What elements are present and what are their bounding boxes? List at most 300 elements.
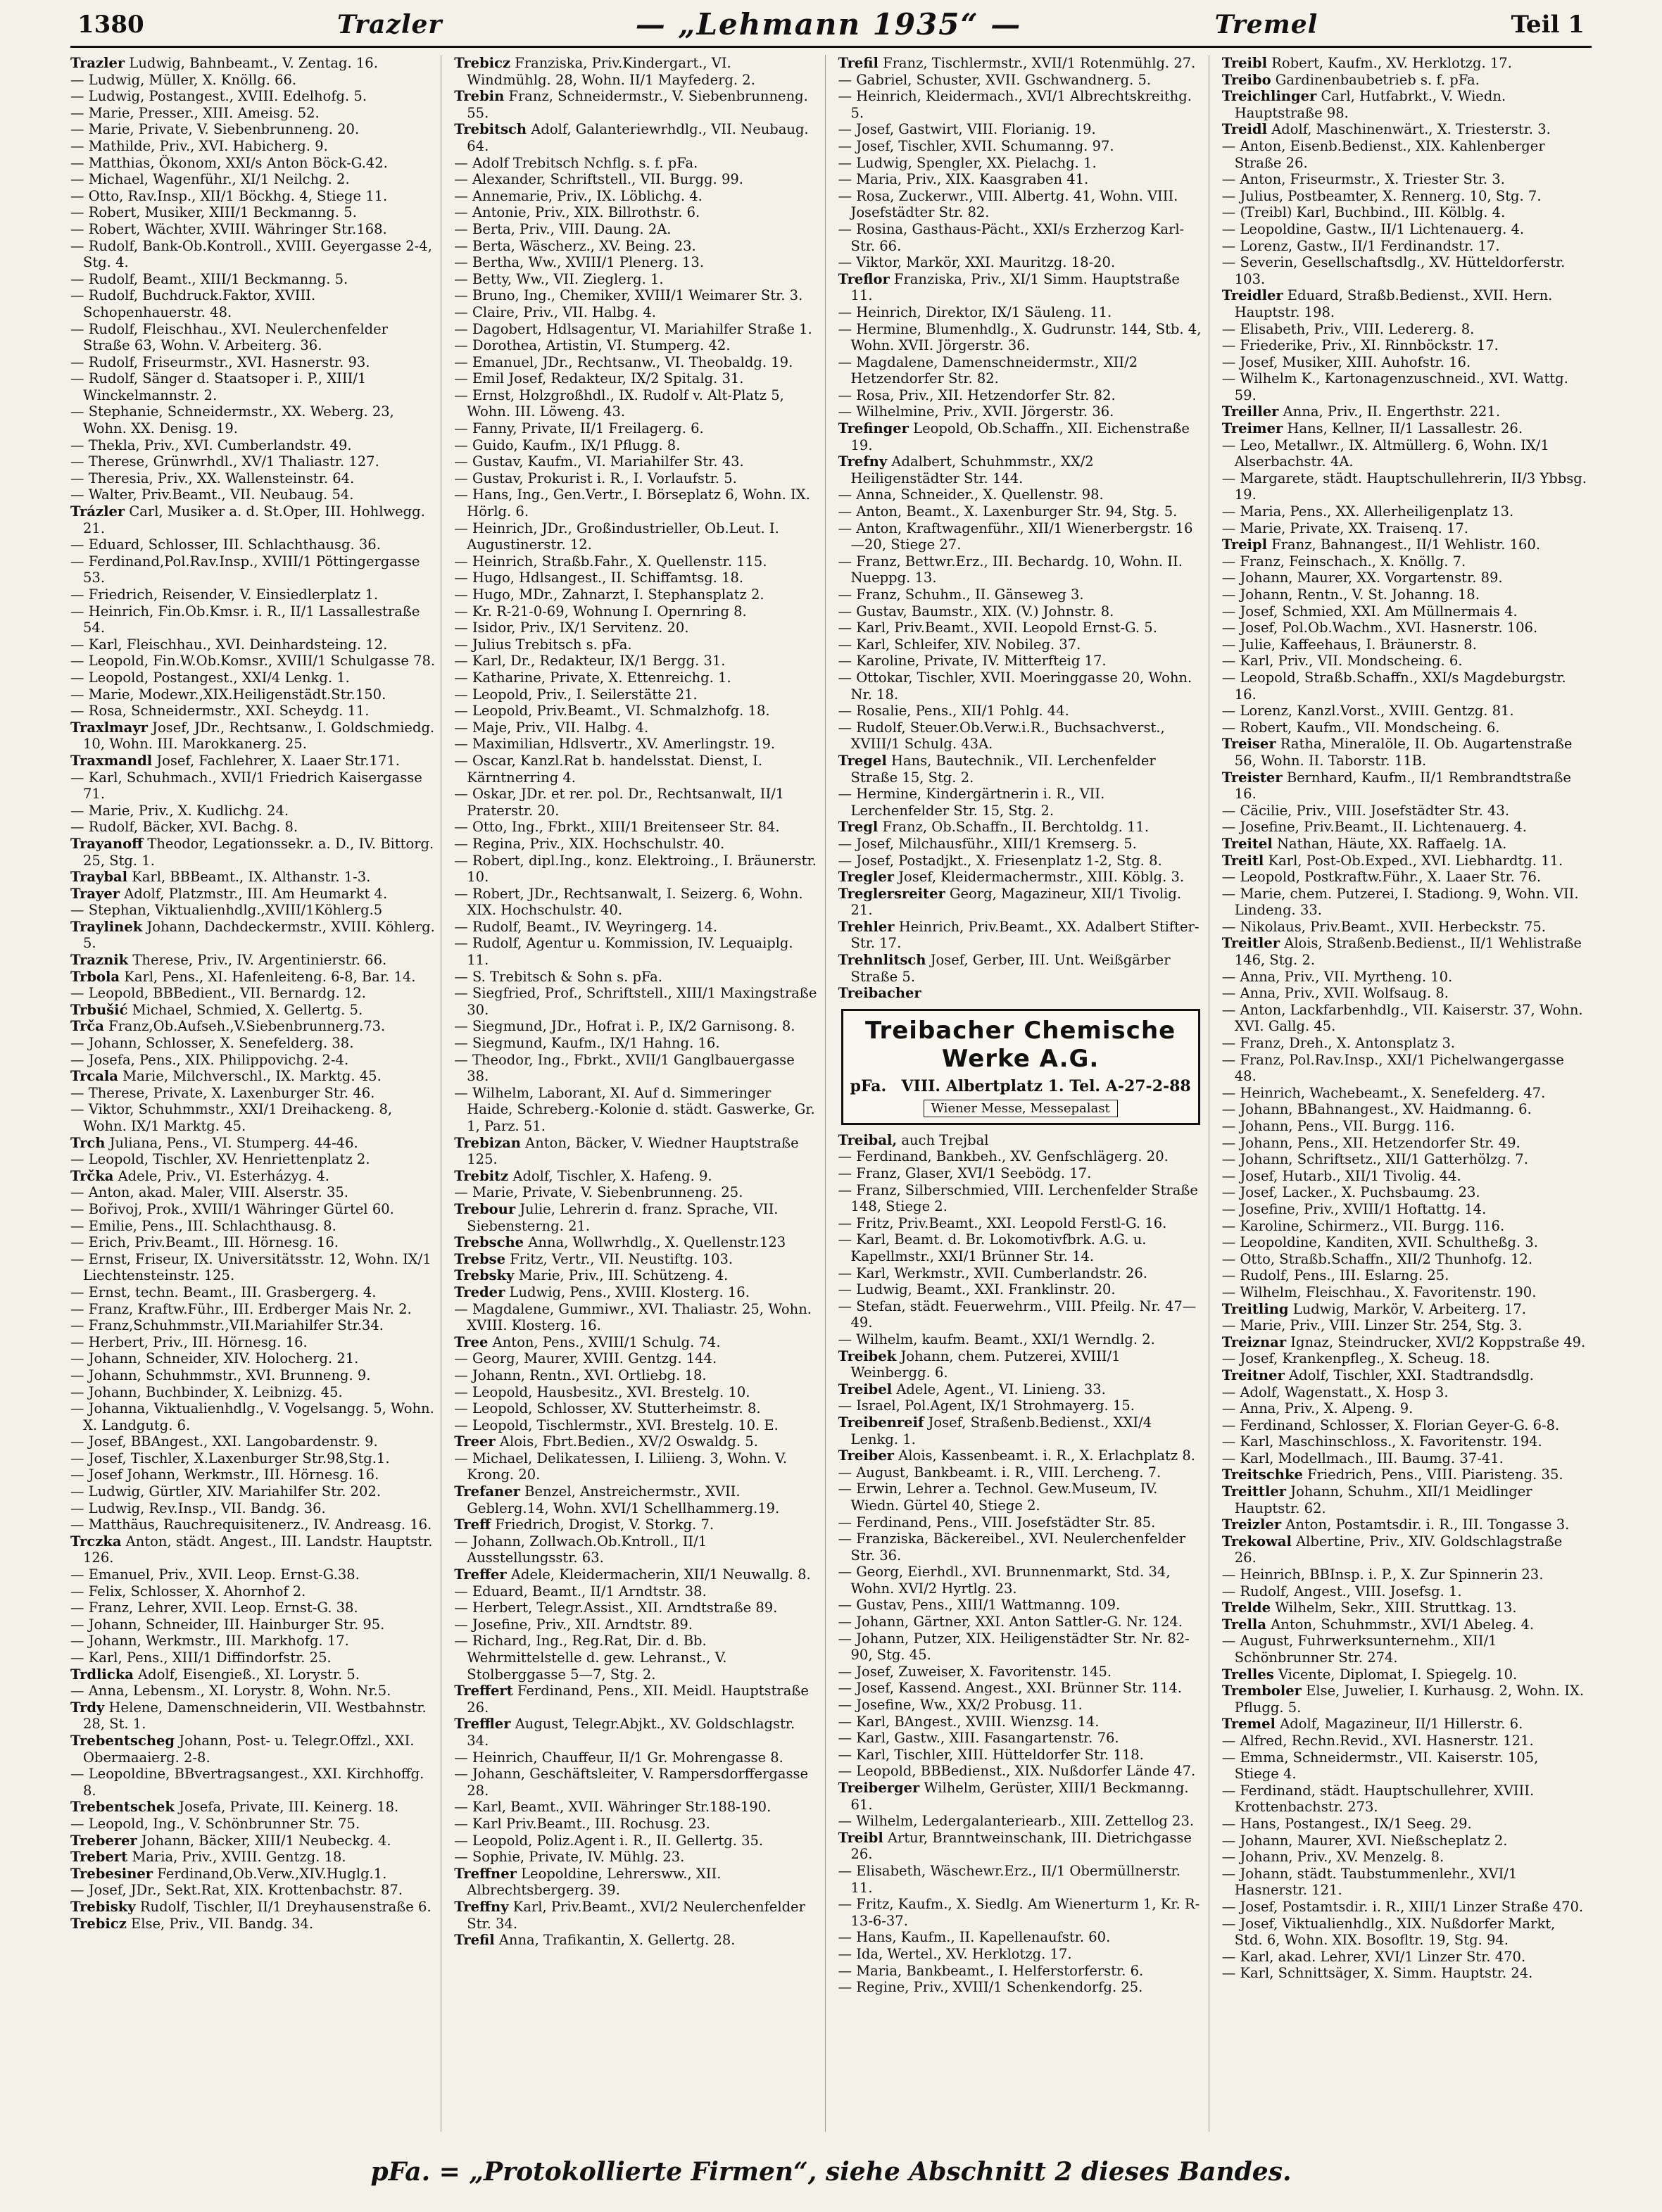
directory-entry xyxy=(1222,819,1587,836)
directory-entry xyxy=(70,1068,435,1085)
entry-details: — Rudolf, Sänger d. Staatsoper i. P., XIII/1 Winckelmannstr. 2. xyxy=(70,370,367,403)
directory-entry xyxy=(454,586,819,603)
directory-entry xyxy=(454,1184,819,1201)
entry-details: Julie, Lehrerin d. franz. Sprache, VII. Siebensterng. 21. xyxy=(467,1200,779,1234)
directory-entry xyxy=(838,919,1203,952)
directory-entry xyxy=(454,155,819,172)
entry-details: — Marie, Private, V. Siebenbrunneng. 25. xyxy=(454,1184,743,1201)
entry-details: — Franz, Bettwr.Erz., III. Bechardg. 10, Wohn. II. Nueppg. 13. xyxy=(838,553,1183,586)
entry-details: Hans, Bautechnik., VII. Lerchenfelder Straße 15, Stg. 2. xyxy=(850,752,1156,786)
directory-entry xyxy=(1222,636,1587,653)
directory-entry xyxy=(70,1085,435,1102)
entry-details: — Gustav, Prokurist i. R., I. Vorlaufstr. 5. xyxy=(454,470,737,486)
directory-entry xyxy=(70,1350,435,1367)
directory-entry xyxy=(838,1747,1203,1764)
entry-details: Adele, Priv., VI. Esterházyg. 4. xyxy=(118,1167,329,1184)
directory-entry xyxy=(454,1350,819,1367)
entry-details: — Rosina, Gasthaus-Pächt., XXI/s Erzherzog Karl-Str. 66. xyxy=(838,220,1185,254)
entry-details: Josefa, Private, III. Keinerg. 18. xyxy=(179,1799,399,1816)
entry-details: — Josefine, Priv., XVIII/1 Hoftattg. 14. xyxy=(1221,1200,1487,1217)
directory-entry xyxy=(1222,1849,1587,1866)
directory-entry xyxy=(838,620,1203,636)
directory-entry xyxy=(70,1649,435,1666)
directory-entry xyxy=(838,586,1203,603)
directory-entry xyxy=(838,1381,1203,1398)
directory-entry xyxy=(838,1614,1203,1630)
directory-entry xyxy=(454,321,819,338)
directory-entry xyxy=(70,221,435,238)
entry-details: — Magdalene, Damenschneidermstr., XII/2 Hetzendorfer Str. 82. xyxy=(838,353,1138,387)
directory-entry xyxy=(70,1816,435,1833)
directory-entry xyxy=(838,1813,1203,1830)
entry-details: — Maje, Priv., VII. Halbg. 4. xyxy=(454,719,649,736)
entry-details: — Leopold, Postkraftw.Führ., X. Laaer Str. 76. xyxy=(1221,869,1542,886)
directory-entry xyxy=(1222,1035,1587,1052)
entry-details: — Antonie, Priv., XIX. Billrothstr. 6. xyxy=(454,204,700,221)
directory-entry xyxy=(70,1466,435,1483)
entry-details: auch Trejbal xyxy=(901,1131,989,1148)
page-number: 1380 xyxy=(77,10,144,39)
entry-details: Anton, Schuhmmstr., XVI/1 Abeleg. 4. xyxy=(1271,1616,1535,1633)
directory-entry xyxy=(454,1816,819,1833)
directory-entry xyxy=(1222,1683,1587,1716)
entry-surname: Treibenreif xyxy=(838,1414,924,1431)
entry-details: — Otto, Rav.Insp., XII/1 Böckhg. 4, Stiege 11. xyxy=(70,187,388,204)
directory-entry xyxy=(454,238,819,255)
directory-entry xyxy=(1222,1566,1587,1583)
entry-surname: Treidl xyxy=(1221,121,1267,138)
directory-entry xyxy=(454,1633,819,1683)
directory-entry xyxy=(70,437,435,454)
entry-details: — Leopold, Tischlermstr., XVI. Brestelg. 10. E. xyxy=(454,1416,779,1433)
directory-entry xyxy=(454,486,819,520)
directory-entry xyxy=(1222,1516,1587,1533)
entry-details: — Johann, Schneider, III. Hainburger Str. 95. xyxy=(70,1616,385,1633)
directory-entry xyxy=(454,1899,819,1932)
entry-details: — Maria, Pens., XX. Allerheiligenplatz 13. xyxy=(1221,503,1514,520)
directory-entry xyxy=(1222,670,1587,703)
directory-entry xyxy=(838,1165,1203,1182)
entry-details: — Josef, BBAngest., XXI. Langobardenstr. 9. xyxy=(70,1433,378,1450)
directory-entry xyxy=(1222,1965,1587,1982)
entry-details: — Julius, Postbeamter, X. Rennerg. 10, Stg. 7. xyxy=(1221,187,1542,204)
entry-details: Adolf, Tischler, X. Hafeng. 9. xyxy=(512,1167,712,1184)
directory-entry xyxy=(1222,1433,1587,1450)
directory-entry xyxy=(838,1597,1203,1614)
entry-details: Josef, Straßenb.Bedienst., XXI/4 Lenkg. 1. xyxy=(850,1414,1152,1447)
directory-entry xyxy=(70,670,435,686)
advertisement-box xyxy=(841,1009,1200,1125)
entry-surname: Treichlinger xyxy=(1221,88,1317,105)
entry-details: — Robert, dipl.Ing., konz. Elektroing., I. Bräunerstr. 10. xyxy=(454,852,817,886)
entry-details: — Herbert, Priv., III. Hörnesg. 16. xyxy=(70,1333,308,1350)
entry-details: Marie, Priv., III. Schützeng. 4. xyxy=(518,1267,729,1284)
entry-surname: Treffner xyxy=(454,1865,517,1882)
entry-details: Josef, Fachlehrer, X. Laaer Str.171. xyxy=(156,752,400,769)
entry-details: — Rosa, Schneidermstr., XXI. Scheydg. 11. xyxy=(70,703,370,719)
entry-details: Ludwig, Markör, V. Arbeiterg. 17. xyxy=(1292,1300,1526,1317)
entry-details: — Franz, Dreh., X. Antonsplatz 3. xyxy=(1221,1035,1456,1052)
entry-details: Adele, Kleidermacherin, XII/1 Neuwallg. 8. xyxy=(510,1566,811,1583)
entry-details: — Josef, JDr., Sekt.Rat, XIX. Krottenbachstr. 87. xyxy=(70,1882,403,1899)
entry-details: — Wilhelm, kaufm. Beamt., XXI/1 Werndlg. 2. xyxy=(838,1331,1155,1347)
entry-surname: Trelles xyxy=(1221,1666,1274,1683)
entry-details: Ferdinand, Pens., XII. Meidl. Hauptstraße 26. xyxy=(467,1683,809,1716)
entry-details: — Wilhelm K., Kartonagenzuschneid., XVI. Wattg. 59. xyxy=(1221,370,1568,403)
entry-details: — Ferdinand, städt. Hauptschullehrer, XVIII. Krottenbachstr. 273. xyxy=(1221,1782,1535,1816)
directory-entry xyxy=(838,1979,1203,1996)
entry-surname: Treitschke xyxy=(1221,1466,1303,1483)
directory-entry xyxy=(454,603,819,620)
entry-details: — Franz, Lehrer, XVII. Leop. Ernst-G. 38. xyxy=(70,1600,358,1616)
directory-entry xyxy=(454,370,819,387)
directory-entry xyxy=(70,1218,435,1235)
directory-entry xyxy=(1222,1749,1587,1783)
directory-entry xyxy=(70,1234,435,1251)
entry-details: — Josef, Milchausführ., XIII/1 Kremserg. 5. xyxy=(838,835,1137,852)
directory-entry xyxy=(70,1168,435,1185)
directory-entry xyxy=(838,753,1203,786)
directory-entry xyxy=(454,1749,819,1766)
entry-details: — Herbert, Telegr.Assist., XII. Arndtstraße 89. xyxy=(454,1600,778,1616)
directory-entry xyxy=(70,869,435,886)
entry-details: — Friedrich, Reisender, V. Einsiedlerplatz 1. xyxy=(70,586,379,603)
directory-entry xyxy=(70,321,435,354)
directory-entry xyxy=(838,1630,1203,1664)
entry-details: Alois, Straßenb.Bedienst., II/1 Wehlistraße 146, Stg. 2. xyxy=(1234,935,1582,969)
directory-entry xyxy=(70,453,435,470)
entry-details: Georg, Magazineur, XII/1 Tivolig. 21. xyxy=(850,885,1182,919)
entry-details: — Bruno, Ing., Chemiker, XVIII/1 Weimarer Str. 3. xyxy=(454,287,803,304)
directory-entry xyxy=(838,188,1203,221)
entry-details: Karl, BBBeamt., IX. Althanstr. 1-3. xyxy=(132,869,371,886)
directory-entry xyxy=(454,1483,819,1516)
directory-entry xyxy=(454,88,819,121)
entry-details: — Gustav, Baumstr., XIX. (V.) Johnstr. 8. xyxy=(838,603,1114,620)
entry-details: Franz, Schneidermstr., V. Siebenbrunneng. 55. xyxy=(467,88,808,121)
directory-entry xyxy=(70,536,435,553)
entry-details: — Hugo, MDr., Zahnarzt, I. Stephansplatz 2. xyxy=(454,586,764,603)
directory-entry xyxy=(454,55,819,88)
entry-details: — Leopold, Fin.W.Ob.Komsr., XVIII/1 Schulgasse 78. xyxy=(70,653,436,670)
directory-entry xyxy=(1222,603,1587,620)
entry-details: Juliana, Pens., VI. Stumperg. 44-46. xyxy=(109,1134,358,1151)
directory-entry xyxy=(70,1882,435,1899)
directory-entry xyxy=(1222,869,1587,886)
directory-entry xyxy=(70,1151,435,1168)
entry-details: — Johann, Pens., VII. Burgg. 116. xyxy=(1221,1118,1455,1134)
entry-details: — Wilhelmine, Priv., XVII. Jörgerstr. 36. xyxy=(838,403,1114,420)
entry-details: — Josef, Zuweiser, X. Favoritenstr. 145. xyxy=(838,1663,1112,1680)
directory-entry xyxy=(70,155,435,172)
entry-details: Adele, Agent., VI. Linieng. 33. xyxy=(896,1381,1106,1397)
entry-details: — Leopold, Straßb.Schaffn., XXI/s Magdeburgstr. 16. xyxy=(1221,669,1566,703)
entry-surname: Trch xyxy=(70,1134,106,1151)
directory-entry xyxy=(838,719,1203,753)
directory-entry xyxy=(838,254,1203,271)
directory-entry xyxy=(1222,1367,1587,1384)
entry-details: — Johann, Buchbinder, X. Leibnizg. 45. xyxy=(70,1383,343,1400)
directory-entry xyxy=(70,819,435,836)
entry-details: — Ludwig, Beamt., XXI. Franklinstr. 20. xyxy=(838,1281,1116,1298)
directory-entry xyxy=(454,437,819,454)
entry-surname: Trcala xyxy=(70,1068,118,1085)
entry-details: — Fritz, Priv.Beamt., XXI. Leopold Ferstl-G. 16. xyxy=(838,1214,1167,1231)
entry-details: — Georg, Maurer, XVIII. Gentzg. 144. xyxy=(454,1350,717,1367)
entry-surname: Trebentscheg xyxy=(70,1732,175,1749)
directory-entry xyxy=(454,1035,819,1052)
directory-entry xyxy=(70,1035,435,1052)
entry-details: — Ernst, Holzgroßhdl., IX. Rudolf v. Alt-Platz 5, Wohn. III. Löweng. 43. xyxy=(454,387,784,420)
entry-details: — Franz, Kraftw.Führ., III. Erdberger Mais Nr. 2. xyxy=(70,1300,412,1317)
entry-details: — Gustav, Kaufm., VI. Mariahilfer Str. 43. xyxy=(454,453,744,470)
directory-entry xyxy=(838,1863,1203,1896)
entry-details: — Karl, akad. Lehrer, XVI/1 Linzer Str. 470. xyxy=(1221,1948,1526,1965)
directory-entry xyxy=(70,1400,435,1433)
directory-entry xyxy=(454,1085,819,1135)
directory-entry xyxy=(454,271,819,288)
directory-entry xyxy=(838,1714,1203,1730)
entry-details: — Johann, Zollwach.Ob.Kntroll., II/1 Ausstellungsstr. 63. xyxy=(454,1533,707,1566)
entry-surname: Treitner xyxy=(1221,1366,1285,1383)
directory-entry xyxy=(838,1464,1203,1481)
entry-details: — Fritz, Kaufm., X. Siedlg. Am Wienerturm 1, Kr. R-13-6-37. xyxy=(838,1896,1200,1929)
directory-entry xyxy=(70,204,435,221)
entry-details: Ferdinand,Ob.Verw.,XIV.Huglg.1. xyxy=(157,1865,387,1882)
directory-entry xyxy=(70,1433,435,1450)
entry-details: — Ernst, Friseur, IX. Universitätsstr. 12, Wohn. IX/1 Liechtensteinstr. 125. xyxy=(70,1250,432,1284)
entry-details: — Josefine, Ww., XX/2 Probusg. 11. xyxy=(838,1697,1083,1714)
directory-entry xyxy=(1222,1052,1587,1085)
directory-entry xyxy=(70,1899,435,1916)
entry-details: Helene, Damenschneiderin, VII. Westbahnstr. 28, St. 1. xyxy=(83,1699,427,1733)
directory-entry xyxy=(454,1799,819,1816)
entry-details: — Anton, akad. Maler, VIII. Alserstr. 35. xyxy=(70,1184,348,1201)
directory-entry xyxy=(70,803,435,819)
directory-entry xyxy=(70,1766,435,1799)
entry-details: — Matthias, Ökonom, XXI/s Anton Böck-G.42. xyxy=(70,154,388,171)
entry-details: — Ludwig, Spengler, XX. Pielachg. 1. xyxy=(838,154,1097,171)
entry-details: Franz,Ob.Aufseh.,V.Siebenbrunnerg.73. xyxy=(108,1018,386,1035)
entry-details: — Hermine, Blumenhdlg., X. Gudrunstr. 144, Stb. 4, Wohn. XVII. Jörgerstr. 36. xyxy=(838,320,1202,354)
directory-entry xyxy=(1222,420,1587,437)
entry-surname: Trebsky xyxy=(454,1267,515,1284)
entry-surname: Trázler xyxy=(70,503,125,520)
column-1 xyxy=(70,55,441,2132)
entry-details: — Josef, Postamtsdir. i. R., XIII/1 Linzer Straße 470. xyxy=(1221,1898,1584,1915)
page-footer: pFa. = „Protokollierte Firmen“, siehe Abschnitt 2 dieses Bandes. xyxy=(370,2157,1292,2187)
directory-entry xyxy=(70,603,435,636)
entry-surname: Trczka xyxy=(70,1533,122,1550)
entry-surname: Treberer xyxy=(70,1832,137,1849)
directory-entry xyxy=(838,138,1203,155)
entry-details: August, Telegr.Abjkt., XV. Goldschlagstr. 34. xyxy=(467,1716,795,1749)
entry-details: — Annemarie, Priv., IX. Löblichg. 4. xyxy=(454,187,703,204)
entry-details: Adolf, Galanteriewrhdlg., VII. Neubaug. 64. xyxy=(467,121,809,154)
directory-entry xyxy=(838,1215,1203,1232)
entry-surname: Trebsche xyxy=(454,1234,524,1251)
entry-details: — Ludwig, Gürtler, XIV. Mariahilfer Str. 202. xyxy=(70,1483,382,1500)
entry-details: — Johann, Priv., XV. Menzelg. 8. xyxy=(1221,1849,1444,1866)
entry-surname: Treffert xyxy=(454,1683,513,1699)
entry-details: Karl, Post-Ob.Exped., XVI. Liebhardtg. 11. xyxy=(1268,852,1563,869)
directory-entry xyxy=(454,1135,819,1168)
entry-details: Johann, Schuhm., XII/1 Meidlinger Hauptstr. 62. xyxy=(1234,1483,1532,1516)
directory-entry xyxy=(1222,1002,1587,1035)
entry-details: — Heinrich, Fin.Ob.Kmsr. i. R., II/1 Lassallestraße 54. xyxy=(70,603,420,636)
directory-entry xyxy=(1222,1616,1587,1633)
entry-details: — Johann, Werkmstr., III. Markhofg. 17. xyxy=(70,1633,349,1649)
entry-details: — Rudolf, Bäcker, XVI. Bachg. 8. xyxy=(70,819,298,836)
directory-entry xyxy=(838,453,1203,486)
directory-entry xyxy=(1222,1450,1587,1467)
ad-company-name: Treibacher Chemische Werke A.G. xyxy=(865,1016,1176,1073)
directory-entry xyxy=(70,1516,435,1533)
directory-entry xyxy=(70,1384,435,1401)
entry-details: — Johann, Rentn., XVI. Ortliebg. 18. xyxy=(454,1366,707,1383)
directory-entry xyxy=(70,138,435,155)
entry-details: — Kr. R-21-0-69, Wohnung I. Opernring 8. xyxy=(454,603,747,620)
entry-details: — Alexander, Schriftstell., VII. Burgg. 99. xyxy=(454,171,743,188)
directory-entry xyxy=(1222,437,1587,470)
directory-entry xyxy=(838,1447,1203,1464)
directory-entry xyxy=(70,486,435,503)
entry-details: Anton, Bäcker, V. Wiedner Hauptstraße 125. xyxy=(467,1134,799,1168)
directory-entry xyxy=(70,1002,435,1019)
entry-details: Alois, Kassenbeamt. i. R., X. Erlachplatz 8. xyxy=(898,1447,1195,1464)
entry-details: — Johann, Maurer, XX. Vorgartenstr. 89. xyxy=(1221,570,1503,586)
directory-entry xyxy=(838,420,1203,453)
entry-details: Leopold, Ob.Schaffn., XII. Eichenstraße 19. xyxy=(850,420,1190,453)
entry-details: — Nikolaus, Priv.Beamt., XVII. Herbeckstr. 75. xyxy=(1221,918,1546,935)
entry-details: Anton, Postamtsdir. i. R., III. Tongasse 3. xyxy=(1285,1516,1570,1533)
directory-entry xyxy=(454,703,819,719)
entry-surname: Treibacher xyxy=(838,985,921,1002)
directory-entry xyxy=(1222,72,1587,89)
directory-entry xyxy=(70,919,435,952)
entry-surname: Trebicz xyxy=(70,1915,127,1932)
directory-entry xyxy=(1222,138,1587,171)
directory-entry xyxy=(838,1830,1203,1863)
entry-details: — Josef, Schmied, XXI. Am Müllnermais 4. xyxy=(1221,603,1518,620)
entry-details: — Rudolf, Friseurmstr., XVI. Hasnerstr. 93. xyxy=(70,353,370,370)
entry-details: — Margarete, städt. Hauptschullehrerin, II/3 Ybbsg. 19. xyxy=(1221,470,1587,503)
directory-entry xyxy=(70,985,435,1002)
entry-details: — Therese, Grünwrhdl., XV/1 Thaliastr. 127. xyxy=(70,453,379,470)
entry-details: — Karl, Beamt. d. Br. Lokomotivfbrk. A.G. u. Kapellmstr., XXI/1 Brünner Str. 14. xyxy=(838,1231,1147,1264)
directory-entry xyxy=(454,1301,819,1334)
entry-details: Nathan, Häute, XX. Raffaelg. 1A. xyxy=(1276,835,1507,852)
column-3 xyxy=(838,55,1209,2132)
directory-entry xyxy=(838,72,1203,89)
entry-details: — Julie, Kaffeehaus, I. Bräunerstr. 8. xyxy=(1221,636,1477,653)
directory-entry xyxy=(1222,1716,1587,1733)
directory-entry xyxy=(838,952,1203,985)
directory-entry xyxy=(70,1616,435,1633)
entry-details: — Johann, Rentn., V. St. Johanng. 18. xyxy=(1221,586,1480,603)
entry-details: — Elisabeth, Priv., VIII. Ledererg. 8. xyxy=(1221,320,1475,337)
entry-details: — Heinrich, Straßb.Fahr., X. Quellenstr. 115. xyxy=(454,553,767,570)
entry-surname: Traznik xyxy=(70,952,129,969)
entry-details: Eduard, Straßb.Bedienst., XVII. Hern. Hauptstr. 198. xyxy=(1234,287,1553,320)
directory-entry xyxy=(454,287,819,304)
directory-entry xyxy=(70,952,435,969)
entry-details: — Siegfried, Prof., Schriftstell., XIII/1 Maxingstraße 30. xyxy=(454,985,817,1018)
entry-details: — Leopold, Hausbesitz., XVI. Brestelg. 10. xyxy=(454,1383,750,1400)
directory-entry xyxy=(1222,1267,1587,1284)
entry-details: Friedrich, Pens., VIII. Piaristeng. 35. xyxy=(1307,1466,1563,1483)
entry-details: Gardinenbaubetrieb s. f. pFa. xyxy=(1275,71,1480,88)
directory-entry xyxy=(838,1514,1203,1531)
entry-details: — Michael, Delikatessen, I. Liliieng. 3, Wohn. V. Krong. 20. xyxy=(454,1450,788,1483)
directory-entry xyxy=(838,520,1203,553)
directory-entry xyxy=(1222,403,1587,420)
directory-entry xyxy=(70,886,435,903)
entry-details: — Bořivoj, Prok., XVIII/1 Währinger Gürtel 60. xyxy=(70,1200,394,1217)
entry-details: — Hans, Ing., Gen.Vertr., I. Börseplatz 6, Wohn. IX. Hörlg. 6. xyxy=(454,486,810,520)
directory-entry xyxy=(70,503,435,536)
entry-details: — Magdalene, Gummiwr., XVI. Thaliastr. 25, Wohn. XVIII. Klosterg. 16. xyxy=(454,1300,812,1334)
entry-details: Johann, Dachdeckermstr., XVIII. Köhlerg. 5. xyxy=(83,918,435,952)
directory-entry xyxy=(454,337,819,354)
entry-details: Anton, städt. Angest., III. Landstr. Hauptstr. 126. xyxy=(83,1533,433,1566)
entry-surname: Traxlmayr xyxy=(70,719,148,736)
directory-entry xyxy=(838,354,1203,387)
entry-details: — Heinrich, Wachebeamt., X. Senefelderg. 47. xyxy=(1221,1084,1546,1101)
directory-entry xyxy=(454,1018,819,1035)
directory-entry xyxy=(454,470,819,487)
entry-details: — Anton, Beamt., X. Laxenburger Str. 94, Stg. 5. xyxy=(838,503,1178,520)
directory-entry xyxy=(838,121,1203,138)
directory-entry xyxy=(70,1583,435,1600)
directory-entry xyxy=(70,1849,435,1866)
directory-entry xyxy=(454,1234,819,1251)
directory-entry xyxy=(454,1201,819,1234)
entry-details: — Johann, Schneider, XIV. Holocherg. 21. xyxy=(70,1350,359,1367)
entry-surname: Trazler xyxy=(70,55,125,71)
entry-details: — Johann, BBahnangest., XV. Haidmanng. 6. xyxy=(1221,1101,1532,1118)
page-header xyxy=(70,3,1592,48)
entry-details: Anton, Pens., XVIII/1 Schulg. 74. xyxy=(492,1333,721,1350)
entry-details: Josef, Gerber, III. Unt. Weißgärber Straße 5. xyxy=(850,952,1171,985)
directory-entry xyxy=(454,1716,819,1749)
directory-entry xyxy=(838,853,1203,869)
directory-entry xyxy=(1222,171,1587,188)
directory-entry xyxy=(454,1384,819,1401)
directory-entry xyxy=(1222,1135,1587,1152)
entry-details: Franz, Tischlermstr., XVII/1 Rotenmühlg. 27. xyxy=(883,55,1196,71)
directory-entry xyxy=(1222,553,1587,570)
header-title: — „Lehmann 1935“ — xyxy=(635,7,1022,42)
directory-entry xyxy=(70,105,435,122)
entry-details: — Leopold, Priv., I. Seilerstätte 21. xyxy=(454,686,698,703)
directory-entry xyxy=(70,1018,435,1035)
entry-details: — Adolf, Wagenstatt., X. Hosp 3. xyxy=(1221,1383,1449,1400)
entry-details: — Gabriel, Schuster, XVII. Gschwandnerg. 5. xyxy=(838,71,1152,88)
entry-details: — Otto, Ing., Fbrkt., XIII/1 Breitenseer Str. 84. xyxy=(454,819,780,836)
directory-entry xyxy=(1222,1384,1587,1401)
entry-details: — Alfred, Rechn.Revid., XVI. Hasnerstr. 121. xyxy=(1221,1732,1534,1749)
directory-entry xyxy=(1222,1218,1587,1235)
entry-details: — Anton, Lackfarbenhdlg., VII. Kaiserstr. 37, Wohn. XVI. Gallg. 45. xyxy=(1221,1001,1583,1035)
entry-surname: Treglersreiter xyxy=(838,885,945,902)
directory-entry xyxy=(838,553,1203,586)
directory-entry xyxy=(838,1946,1203,1963)
directory-entry xyxy=(1222,1301,1587,1318)
entry-details: Karl, Priv.Beamt., XVI/2 Neulerchenfelder Str. 34. xyxy=(467,1898,805,1932)
directory-entry xyxy=(454,1367,819,1384)
entry-details: — Josef, Krankenpfleg., X. Scheug. 18. xyxy=(1221,1350,1490,1367)
